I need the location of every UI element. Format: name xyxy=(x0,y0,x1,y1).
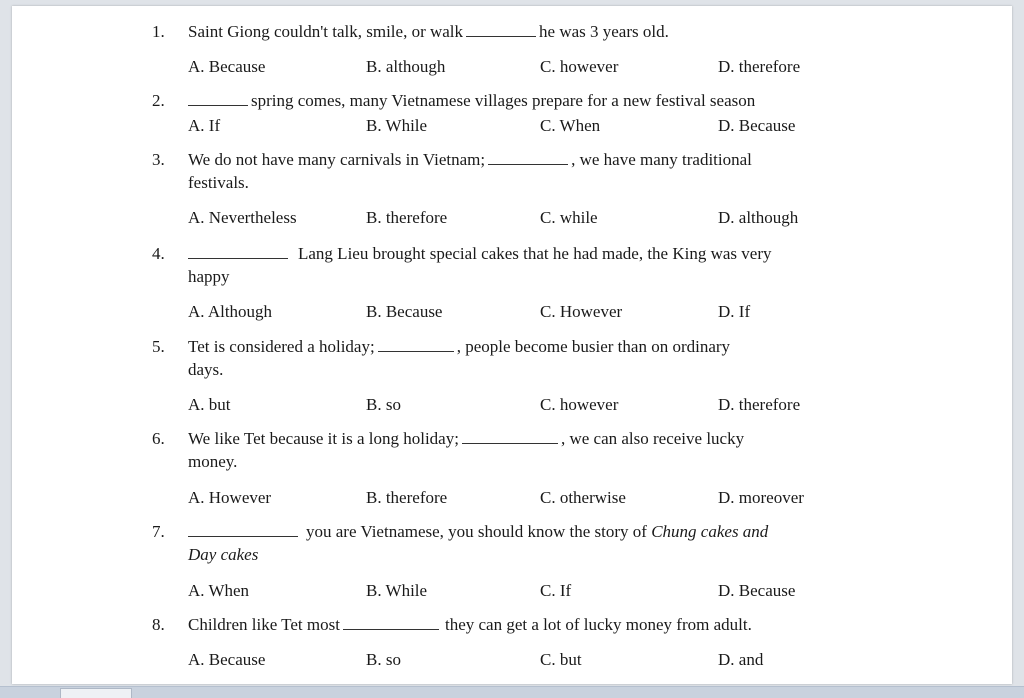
option-b: B. therefore xyxy=(366,208,448,227)
answer-blank xyxy=(488,149,568,165)
option-a: A. When xyxy=(188,581,250,600)
option-d: D. Because xyxy=(718,116,796,135)
option-a: A. Because xyxy=(188,57,266,76)
answer-blank xyxy=(188,90,248,106)
question-stem: spring comes, many Vietnamese villages prepare for a new festival season xyxy=(188,89,908,112)
question-number: 2. xyxy=(152,91,165,110)
question-stem: Tet is considered a holiday; , people become busier than on ordinary days. xyxy=(188,337,731,379)
question-number: 8. xyxy=(152,615,165,634)
option-c: C. otherwise xyxy=(540,488,626,507)
option-a: A. Nevertheless xyxy=(188,208,297,227)
option-b: B. so xyxy=(366,650,401,669)
question-number: 4. xyxy=(152,244,165,263)
answer-blank xyxy=(188,521,298,537)
option-b: B. therefore xyxy=(366,488,448,507)
answer-blank xyxy=(188,243,288,259)
question-number: 3. xyxy=(152,150,165,169)
option-b: B. Because xyxy=(366,302,443,321)
option-c: C. however xyxy=(540,57,619,76)
question-stem: you are Vietnamese, you should know the story of Chung cakes and Day cakes xyxy=(188,522,769,564)
question-number: 6. xyxy=(152,429,165,448)
option-d: D. although xyxy=(718,208,799,227)
option-b: B. although xyxy=(366,57,446,76)
option-a: A. Although xyxy=(188,302,273,321)
answer-blank xyxy=(466,21,536,37)
status-bar xyxy=(0,686,1024,698)
question-number: 1. xyxy=(152,22,165,41)
answer-blank xyxy=(378,336,454,352)
question-number: 5. xyxy=(152,337,165,356)
option-d: D. Because xyxy=(718,581,796,600)
option-c: C. If xyxy=(540,581,572,600)
answer-blank xyxy=(343,614,439,630)
option-c: C. however xyxy=(540,395,619,414)
question-stem: We like Tet because it is a long holiday; , we can also receive lucky money. xyxy=(188,429,745,471)
option-c: C. while xyxy=(540,208,598,227)
option-d: D. If xyxy=(718,302,751,321)
option-a: A. If xyxy=(188,116,221,135)
option-b: B. so xyxy=(366,395,401,414)
option-d: D. moreover xyxy=(718,488,804,507)
option-d: D. therefore xyxy=(718,395,801,414)
question-stem: Lang Lieu brought special cakes that he had made, the King was very happy xyxy=(188,244,772,286)
option-a: A. Because xyxy=(188,650,266,669)
option-b: B. While xyxy=(366,116,428,135)
option-a: A. but xyxy=(188,395,231,414)
option-c: C. When xyxy=(540,116,601,135)
answer-blank xyxy=(462,428,558,444)
option-a: A. However xyxy=(188,488,272,507)
option-c: C. but xyxy=(540,650,582,669)
question-stem: Saint Giong couldn't talk, smile, or walk he was 3 years old. xyxy=(188,22,669,41)
option-c: C. However xyxy=(540,302,623,321)
option-b: B. While xyxy=(366,581,428,600)
option-d: D. and xyxy=(718,650,764,669)
question-stem: We do not have many carnivals in Vietnam; , we have many traditional festivals. xyxy=(188,150,752,192)
option-d: D. therefore xyxy=(718,57,801,76)
question-stem: Children like Tet most they can get a lot of lucky money from adult. xyxy=(188,615,752,634)
question-number: 7. xyxy=(152,522,165,541)
